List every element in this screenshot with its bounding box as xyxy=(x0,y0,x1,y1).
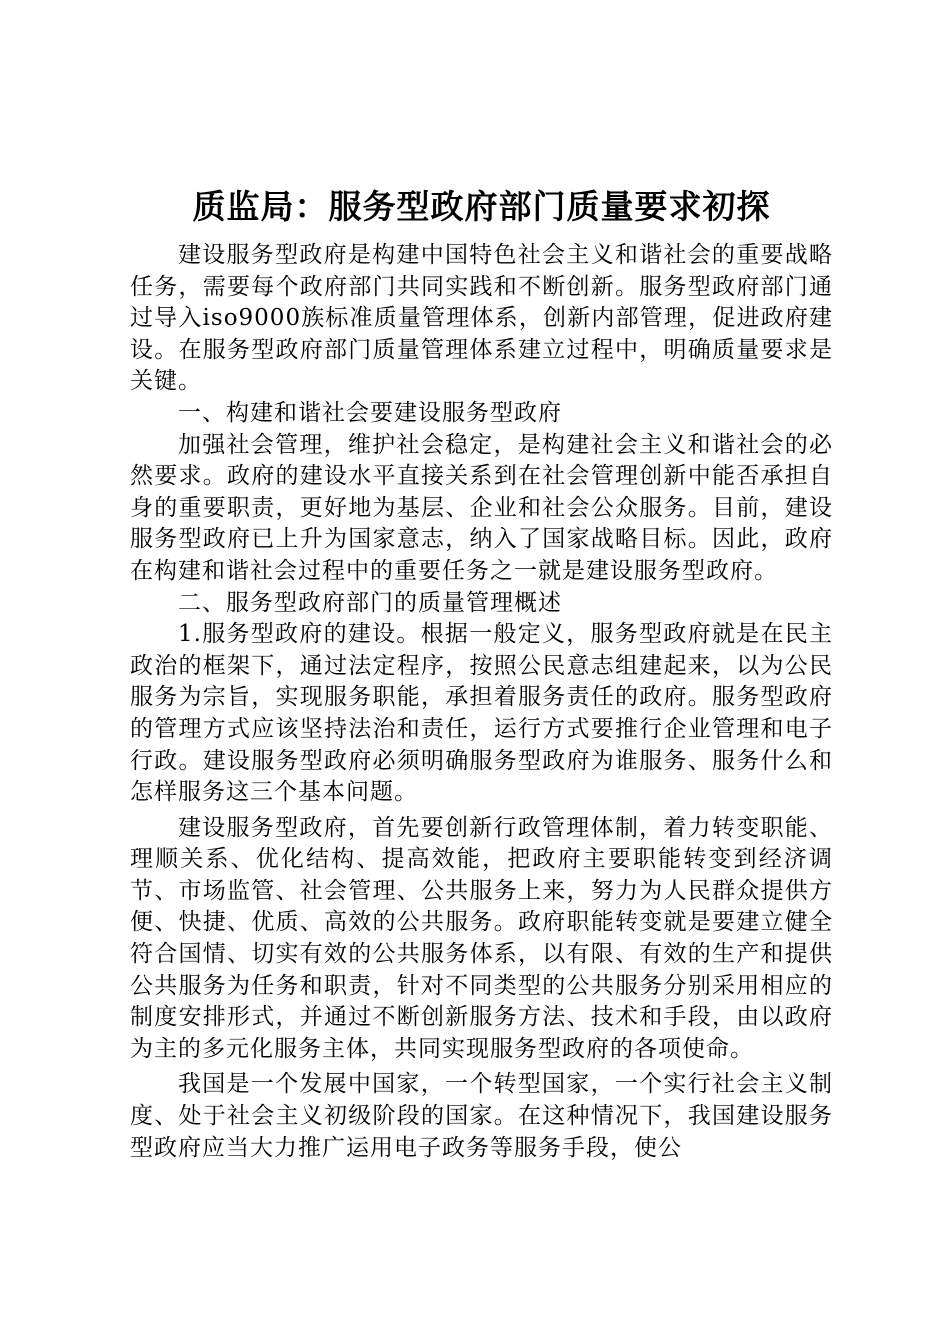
document-title: 质监局：服务型政府部门质量要求初探 xyxy=(192,187,771,226)
section-2-paragraph-2: 建设服务型政府，首先要创新行政管理体制，着力转变职能、理顺关系、优化结构、提高效能，把政府主要职能转变到经济调节、市场监管、社会管理、公共服务上来，努力为人民群众提供方便、快捷、优质、高效的公共服务。政府职能转变就是要建立健全符合国情、切实有效的公共服务体系，以有限、有效的生产和提供公共服务为任务和职责，针对不同类型的公共服务分别采用相应的制度安排形式，并通过不断创新服务方法、技术和手段，由以政府为主的多元化服务主体，共同实现服务型政府的各项使命。 xyxy=(130,814,833,1062)
section-2-paragraph-3: 我国是一个发展中国家，一个转型国家，一个实行社会主义制度、处于社会主义初级阶段的国家。在这种情况下，我国建设服务型政府应当大力推广运用电子政务等服务手段，使公 xyxy=(130,1071,833,1161)
section-2-paragraph-1: 1.服务型政府的建设。根据一般定义，服务型政府就是在民主政治的框架下，通过法定程序，按照公民意志组建起来，以为公民服务为宗旨，实现服务职能，承担着服务责任的政府。服务型政府的管理方式应该坚持法治和责任，运行方式要推行企业管理和电子行政。建设服务型政府必须明确服务型政府为谁服务、服务什么和怎样服务这三个基本问题。 xyxy=(130,621,833,806)
section-1-paragraph: 加强社会管理，维护社会稳定，是构建社会主义和谐社会的必然要求。政府的建设水平直接关系到在社会管理创新中能否承担自身的重要职责，更好地为基层、企业和社会公众服务。目前，建设服务型政府已上升为国家意志，纳入了国家战略目标。因此，政府在构建和谐社会过程中的重要任务之一就是建设服务型政府。 xyxy=(130,431,833,584)
document-page xyxy=(130,182,833,1164)
intro-paragraph: 建设服务型政府是构建中国特色社会主义和谐社会的重要战略任务，需要每个政府部门共同实践和不断创新。服务型政府部门通过导入iso9000族标准质量管理体系，创新内部管理，促进政府建设。在服务型政府部门质量管理体系建立过程中，明确质量要求是关键。 xyxy=(130,242,833,395)
section-2-heading: 二、服务型政府部门的质量管理概述 xyxy=(178,589,562,616)
section-1-heading: 一、构建和谐社会要建设服务型政府 xyxy=(178,399,562,426)
